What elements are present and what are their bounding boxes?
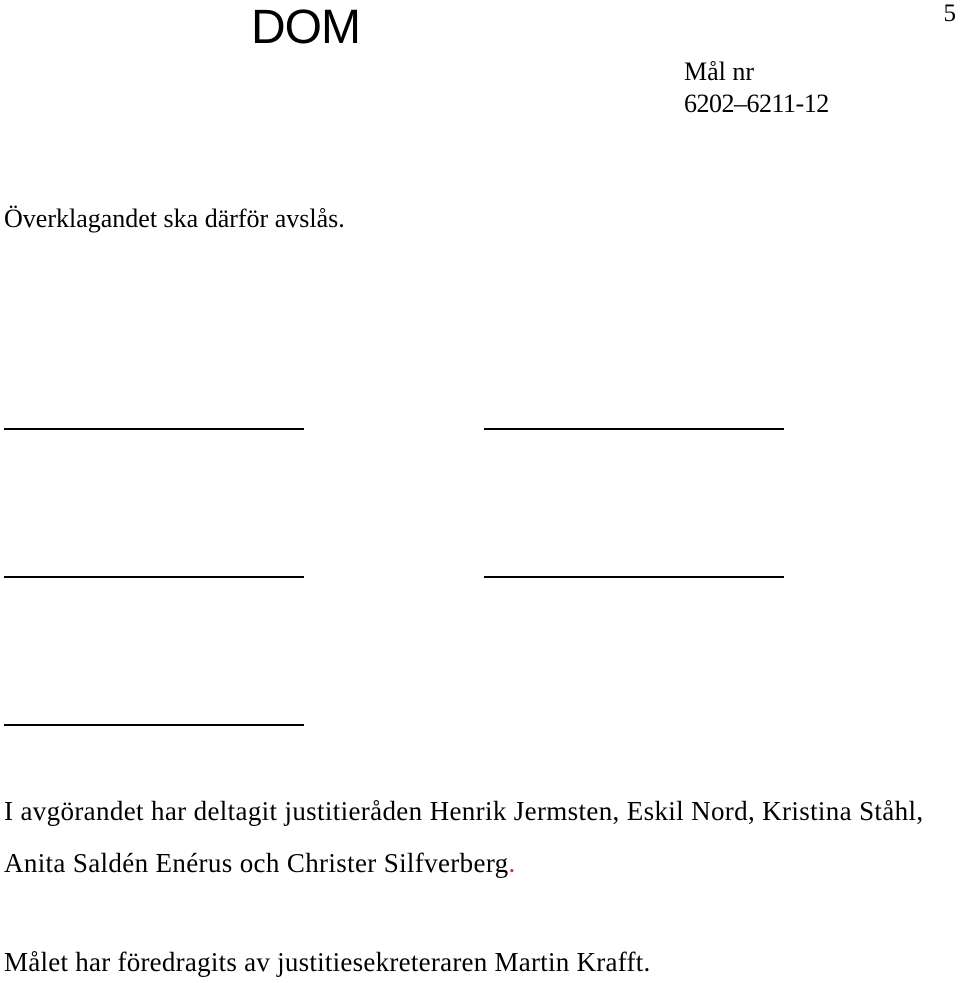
document-title: DOM xyxy=(251,1,360,54)
participants-text-continued xyxy=(4,847,516,879)
signature-line xyxy=(4,576,304,578)
signature-line xyxy=(4,724,304,726)
participants-names: Anita Saldén Enérus och Christer Silfverberg xyxy=(4,848,509,878)
signature-line xyxy=(4,428,304,430)
participants-period: . xyxy=(508,848,516,878)
conclusion-text: Överklagandet ska därför avslås. xyxy=(4,204,345,233)
case-number: 6202–6211-12 xyxy=(684,89,829,118)
participants-text: I avgörandet har deltagit justitieråden Henrik Jermsten, Eskil Nord, Kristina Ståhl, xyxy=(4,796,924,826)
signature-line xyxy=(484,576,784,578)
rapporteur-text: Målet har föredragits av justitiesekreteraren Martin Krafft. xyxy=(4,947,651,977)
case-label: Mål nr xyxy=(684,57,755,86)
page-number: 5 xyxy=(943,0,956,27)
signature-line xyxy=(484,428,784,430)
